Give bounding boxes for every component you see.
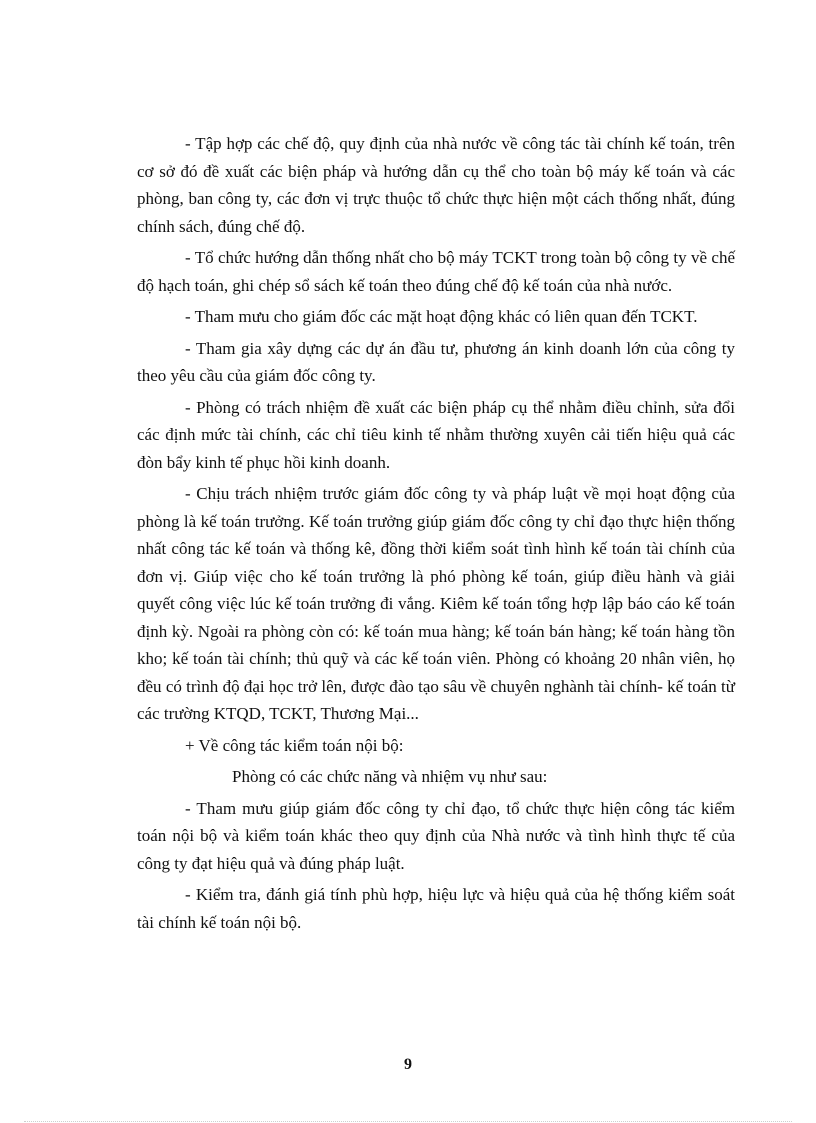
page-number: 9 (404, 1056, 412, 1073)
section-intro: Phòng có các chức năng và nhiệm vụ như sau: (232, 767, 548, 786)
paragraph: - Tham mưu cho giám đốc các mặt hoạt động khác có liên quan đến TCKT. (185, 307, 698, 326)
paragraph: - Kiểm tra, đánh giá tính phù hợp, hiệu lực và hiệu quả của hệ thống kiểm soát tài chính kế toán nội bộ. (137, 885, 735, 932)
paragraph: - Phòng có trách nhiệm đề xuất các biện pháp cụ thể nhằm điều chỉnh, sửa đổi các định mức tài chính, các chỉ tiêu kinh tế nhằm thường xuyên cải tiến hiệu quả các đòn bẩy kinh tế phục hồi kinh doanh. (137, 397, 735, 472)
section-heading: + Về công tác kiểm toán nội bộ: (185, 735, 404, 755)
paragraph: - Tập hợp các chế độ, quy định của nhà nước về công tác tài chính kế toán, trên cơ sở đó đề xuất các biện pháp và hướng dẫn cụ thể cho toàn bộ máy kế toán và các phòng, ban công ty, các đơn vị trực thuộc tổ chức thực hiện một cách thống nhất, đúng chính sách, đúng chế độ. (137, 134, 735, 236)
paragraph: - Chịu trách nhiệm trước giám đốc công ty và pháp luật về mọi hoạt động của phòng là kế toán trưởng. Kế toán trưởng giúp giám đốc công ty chỉ đạo thực hiện thống nhất công tác kế toán và thống kê, đồng thời kiểm soát tình hình kế toán tài chính của đơn vị. Giúp việc cho kế toán trưởng là phó phòng kế toán, giúp điều hành và giải quyết công việc lúc kế toán trưởng đi vắng. Kiêm kế toán tổng hợp lập báo cáo kế toán định kỳ. Ngoài ra phòng còn có: kế toán mua hàng; kế toán bán hàng; kế toán hàng tồn kho; kế toán tài chính; thủ quỹ và các kế toán viên. Phòng có khoảng 20 nhân viên, họ đều có trình độ đại học trở lên, được đào tạo sâu về chuyên nghành tài chính- kế toán từ các trường KTQD, TCKT, Thương Mại... (137, 484, 735, 723)
paragraph: - Tổ chức hướng dẫn thống nhất cho bộ máy TCKT trong toàn bộ công ty về chế độ hạch toán, ghi chép sổ sách kế toán theo đúng chế độ kế toán của nhà nước. (137, 248, 735, 295)
page-body (137, 130, 735, 940)
paragraph: - Tham gia xây dựng các dự án đầu tư, phương án kinh doanh lớn của công ty theo yêu cầu của giám đốc công ty. (137, 338, 735, 385)
page-bottom-divider (24, 1121, 792, 1122)
paragraph: - Tham mưu giúp giám đốc công ty chỉ đạo, tổ chức thực hiện công tác kiểm toán nội bộ và kiểm toán khác theo quy định của Nhà nước và tình hình thực tế của công ty đạt hiệu quả và đúng pháp luật. (137, 798, 735, 873)
